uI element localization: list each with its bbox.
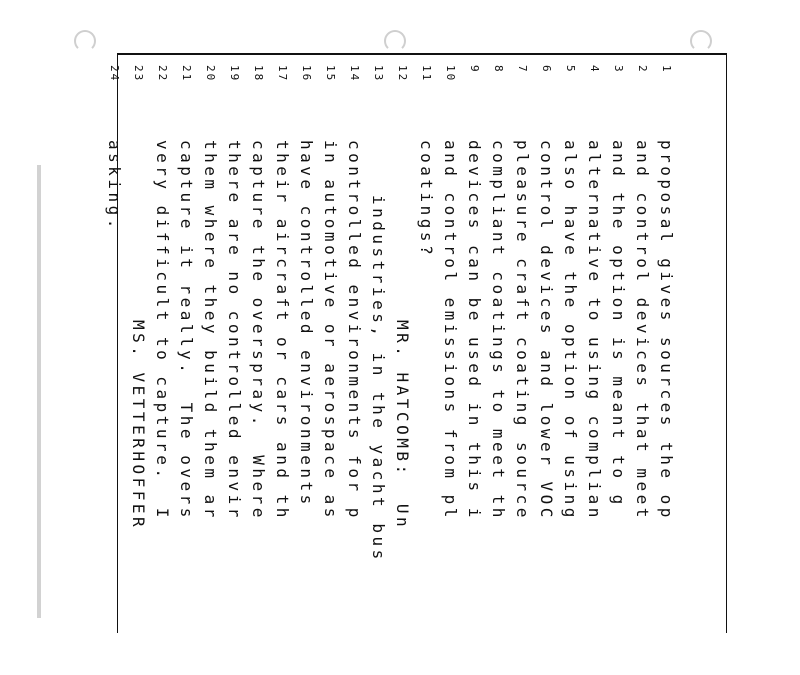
line-number: 15	[324, 65, 337, 83]
line-number: 24	[108, 65, 121, 83]
line-number: 17	[276, 65, 289, 83]
line-number: 2	[636, 65, 649, 74]
binder-hole-right	[690, 30, 712, 52]
line-text: MS. VETTERHOFFER	[129, 320, 148, 531]
line-text: and control devices that meet	[633, 140, 652, 521]
line-number: 6	[540, 65, 553, 74]
line-text: them where they build them ar	[201, 140, 220, 521]
line-text: asking.	[105, 140, 124, 232]
line-text: in automotive or aerospace as	[321, 140, 340, 521]
line-text: industries, in the yacht bus	[369, 195, 388, 563]
line-number: 23	[132, 65, 145, 83]
binding-edge	[37, 165, 41, 618]
line-text: alternative to using complian	[585, 140, 604, 521]
binder-hole-middle	[384, 30, 406, 52]
line-text: also have the option of using	[561, 140, 580, 521]
line-text: capture the overspray. Where	[249, 140, 268, 521]
rotated-transcript-content	[105, 55, 728, 675]
line-number: 8	[492, 65, 505, 74]
line-number: 18	[252, 65, 265, 83]
line-text: MR. HATCOMB: Un	[393, 320, 412, 531]
line-text: there are no controlled envir	[225, 140, 244, 521]
line-text: coatings?	[417, 140, 436, 259]
line-number: 22	[156, 65, 169, 83]
line-text: their aircraft or cars and th	[273, 140, 292, 521]
line-number: 3	[612, 65, 625, 74]
line-number: 21	[180, 65, 193, 83]
line-text: devices can be used in this i	[465, 140, 484, 521]
line-number: 5	[564, 65, 577, 74]
line-number: 10	[444, 65, 457, 83]
binder-hole-left	[74, 30, 96, 52]
line-number: 7	[516, 65, 529, 74]
line-number: 11	[420, 65, 433, 83]
line-number: 12	[396, 65, 409, 83]
line-number: 20	[204, 65, 217, 83]
line-number: 4	[588, 65, 601, 74]
line-number: 19	[228, 65, 241, 83]
line-text: control devices and lower VOC	[537, 140, 556, 521]
line-number: 9	[468, 65, 481, 74]
line-text: and control emissions from pl	[441, 140, 460, 521]
line-text: compliant coatings to meet th	[489, 140, 508, 521]
line-text: have controlled environments	[297, 140, 316, 508]
line-text: very difficult to capture. I	[153, 140, 172, 521]
line-number: 1	[660, 65, 673, 74]
transcript-page	[105, 53, 727, 633]
line-number: 13	[372, 65, 385, 83]
line-text: proposal gives sources the op	[657, 140, 676, 521]
line-text: pleasure craft coating source	[513, 140, 532, 521]
line-number: 14	[348, 65, 361, 83]
line-text: and the option is meant to g	[609, 140, 628, 508]
line-text: capture it really. The overs	[177, 140, 196, 521]
line-number: 16	[300, 65, 313, 83]
line-text: controlled environments for p	[345, 140, 364, 521]
